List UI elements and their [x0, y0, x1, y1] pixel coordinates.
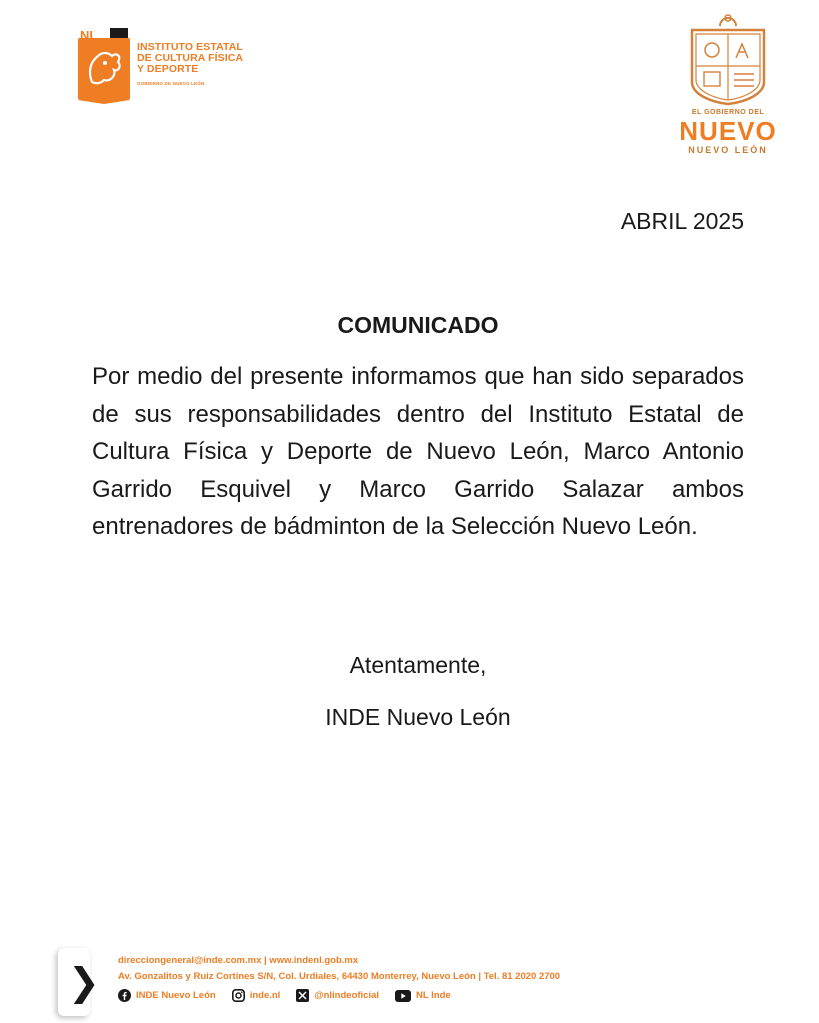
footer-tab [58, 948, 100, 1016]
instagram-icon [232, 989, 245, 1002]
footer-address: Av. Gonzalitos y Ruiz Cortines S/N, Col. Urdiales, 64430 Monterrey, Nuevo León | Tel. 81 2020 2700 [118, 971, 561, 982]
inde-badge: NL [80, 28, 98, 43]
document-date: ABRIL 2025 [620, 208, 744, 234]
document-closing: Atentamente, [349, 652, 487, 678]
social-instagram [232, 989, 281, 1002]
social-youtube [395, 990, 451, 1002]
inde-logo [78, 26, 268, 106]
x-icon [296, 989, 309, 1002]
footer-social [118, 989, 451, 1002]
nl-logo-small-text: EL GOBIERNO DEL [691, 109, 765, 116]
inde-logo-text [137, 42, 243, 75]
chevron-right-icon: ❯ [68, 960, 100, 1004]
inde-logo-line: INSTITUTO ESTATAL [137, 41, 243, 53]
nl-logo-big-text: NUEVO [679, 116, 777, 146]
document-signature: INDE Nuevo León [325, 704, 511, 730]
social-x [296, 989, 379, 1002]
social-facebook [118, 989, 216, 1002]
social-label: @nlindeoficial [314, 990, 380, 1001]
nuevo-leon-logo [668, 12, 788, 158]
social-label: INDE Nuevo León [136, 990, 216, 1001]
inde-logo-line: Y DEPORTE [137, 63, 199, 75]
social-label: inde.nl [249, 990, 281, 1001]
footer-contact: direcciongeneral@inde.com.mx | www.indenl.gob.mx [118, 955, 359, 966]
facebook-icon [118, 989, 131, 1002]
inde-logo-subtitle: GOBIERNO DE NUEVO LEÓN [137, 81, 205, 86]
document-heading: COMUNICADO [337, 312, 499, 338]
social-label: NL Inde [416, 990, 451, 1001]
inde-logo-line: DE CULTURA FÍSICA [137, 52, 244, 64]
youtube-icon [395, 990, 411, 1002]
document-body: Por medio del presente informamos que han sido separados de sus responsabilidades dentro del Instituto Estatal de Cultura Física y Deporte de Nuevo León, Marco Antonio Garrido Esquivel y Marco Garrido Salazar ambos entrenadores de bádminton de la Selección Nuevo León. [92, 363, 744, 540]
coat-of-arms-icon [668, 12, 788, 108]
nl-logo-state-text: NUEVO LEÓN [688, 145, 768, 155]
